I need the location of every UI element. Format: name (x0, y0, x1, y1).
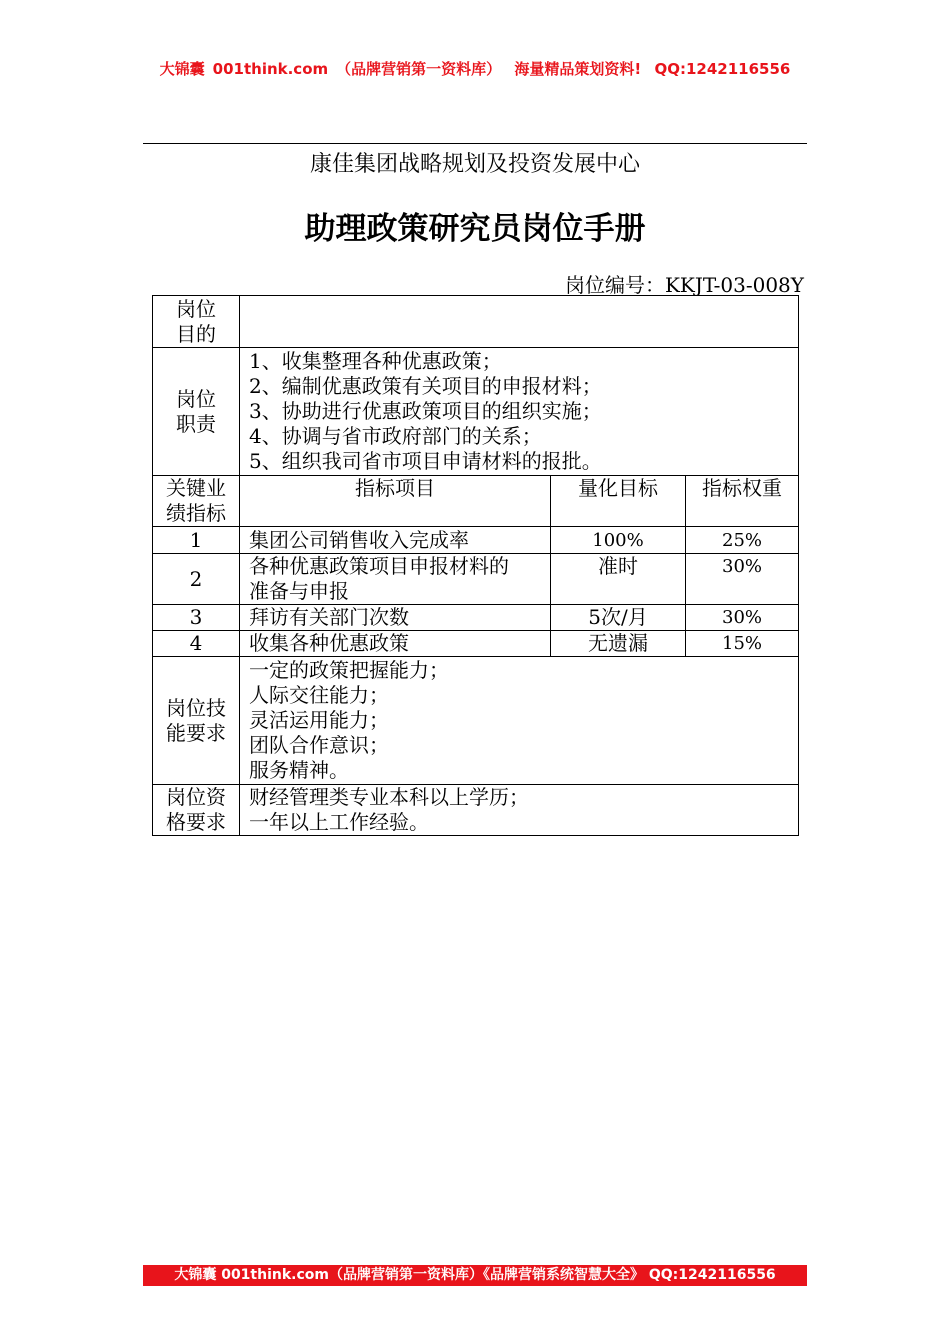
kpi-label: 关键业 绩指标 (153, 476, 240, 527)
kpi-row (153, 527, 799, 554)
kpi-weight: 15% (686, 631, 799, 657)
kpi-no: 4 (153, 631, 240, 657)
kpi-no: 2 (153, 554, 240, 605)
qualifications-label: 岗位资 格要求 (153, 785, 240, 836)
header-qq: QQ:1242116556 (654, 60, 791, 78)
kpi-weight: 25% (686, 527, 799, 554)
kpi-header-row (153, 476, 799, 527)
skills-row (153, 657, 799, 785)
qualification-item: 财经管理类专业本科以上学历； (249, 785, 529, 809)
skill-item: 服务精神。 (249, 758, 349, 782)
purpose-content (240, 296, 799, 348)
skill-item: 团队合作意识； (249, 733, 389, 757)
kpi-target: 5次/月 (551, 605, 686, 631)
purpose-row (153, 296, 799, 348)
kpi-target: 无遗漏 (551, 631, 686, 657)
header-tagline: （品牌营销第一资料库） (336, 60, 502, 78)
kpi-weight: 30% (686, 554, 799, 605)
kpi-target: 100% (551, 527, 686, 554)
kpi-row (153, 605, 799, 631)
qualifications-row (153, 785, 799, 836)
header-slogan: 海量精品策划资料! (514, 60, 642, 78)
duty-item: 2、编制优惠政策有关项目的申报材料； (249, 374, 602, 398)
kpi-target: 准时 (551, 554, 686, 605)
kpi-header-item: 指标项目 (240, 476, 551, 527)
duties-label: 岗位 职责 (153, 348, 240, 476)
skill-item: 灵活运用能力； (249, 708, 389, 732)
skills-label: 岗位技 能要求 (153, 657, 240, 785)
skill-item: 一定的政策把握能力； (249, 658, 449, 682)
kpi-no: 1 (153, 527, 240, 554)
skill-item: 人际交往能力； (249, 683, 389, 707)
duty-item: 5、组织我司省市项目申请材料的报批。 (249, 449, 602, 473)
duties-content (240, 348, 799, 476)
skills-content (240, 657, 799, 785)
qualification-item: 一年以上工作经验。 (249, 810, 429, 834)
kpi-item: 集团公司销售收入完成率 (240, 527, 551, 554)
header-banner (0, 58, 950, 79)
position-code: 岗位编号：KKJT-03-008Y (564, 273, 804, 297)
duty-item: 4、协调与省市政府部门的关系； (249, 424, 542, 448)
kpi-no: 3 (153, 605, 240, 631)
purpose-label: 岗位 目的 (153, 296, 240, 348)
duty-item: 3、协助进行优惠政策项目的组织实施； (249, 399, 602, 423)
footer-banner: 大锦囊 001think.com（品牌营销第一资料库）《品牌营销系统智慧大全》 QQ:1242116556 (143, 1265, 807, 1286)
organization-name: 康佳集团战略规划及投资发展中心 (309, 152, 640, 177)
kpi-header-weight: 指标权重 (686, 476, 799, 527)
header-brand: 大锦囊 (159, 60, 205, 78)
kpi-header-target: 量化目标 (551, 476, 686, 527)
header-rule (143, 143, 807, 144)
document-title: 助理政策研究员岗位手册 (304, 211, 646, 247)
qualifications-content (240, 785, 799, 836)
job-manual-table (152, 295, 799, 836)
kpi-item: 各种优惠政策项目申报材料的 准备与申报 (240, 554, 551, 605)
kpi-item: 收集各种优惠政策 (240, 631, 551, 657)
kpi-weight: 30% (686, 605, 799, 631)
header-site[interactable]: 001think.com (212, 60, 329, 78)
kpi-row (153, 631, 799, 657)
kpi-item: 拜访有关部门次数 (240, 605, 551, 631)
kpi-row (153, 554, 799, 605)
duties-row (153, 348, 799, 476)
duty-item: 1、收集整理各种优惠政策； (249, 349, 502, 373)
